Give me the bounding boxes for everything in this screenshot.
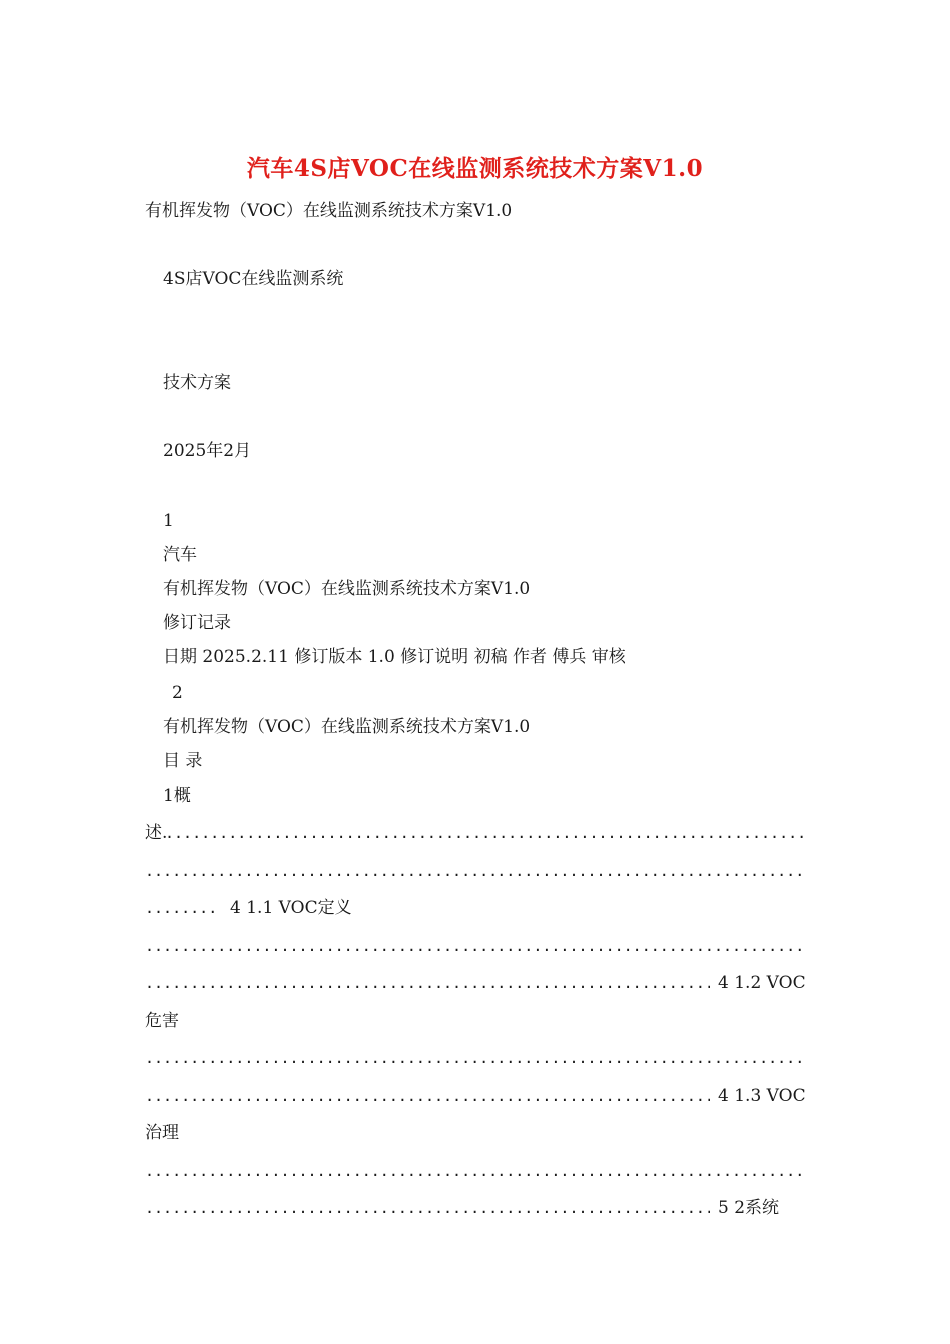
- toc-leader: [145, 1197, 710, 1219]
- header-short: 汽车: [163, 545, 197, 565]
- cover-doc-type: 技术方案: [163, 373, 231, 393]
- cover-date: 2025年2月: [163, 441, 252, 461]
- toc-leader: [165, 822, 805, 844]
- toc-leader: [145, 1047, 805, 1069]
- toc-item-2: 5 2系统: [718, 1198, 780, 1218]
- toc-leader: [145, 1085, 710, 1107]
- page-number-2: 2: [172, 683, 183, 703]
- revision-row: 日期 2025.2.11 修订版本 1.0 修订说明 初稿 作者 傅兵 审核: [163, 647, 626, 667]
- document-title: 汽车4S店VOC在线监测系统技术方案V1.0: [246, 155, 704, 182]
- header-full-2: 有机挥发物（VOC）在线监测系统技术方案V1.0: [163, 717, 531, 737]
- toc-leader: [145, 1160, 805, 1182]
- toc-item-1-2-word: 危害: [145, 1011, 179, 1031]
- revision-heading: 修订记录: [163, 613, 231, 633]
- toc-leader: [145, 935, 805, 957]
- toc-heading: 目 录: [163, 751, 203, 771]
- toc-item-1-number: 1概: [163, 786, 191, 806]
- toc-item-1-3-word: 治理: [145, 1123, 179, 1143]
- toc-item-1-2: 4 1.2 VOC: [718, 973, 806, 993]
- page-number-1: 1: [163, 511, 174, 531]
- toc-leader: [145, 897, 215, 919]
- toc-leader: [145, 860, 805, 882]
- toc-item-1-tail: 述.: [145, 823, 168, 843]
- toc-item-1-1: 4 1.1 VOC定义: [230, 898, 352, 918]
- toc-item-1-3: 4 1.3 VOC: [718, 1086, 806, 1106]
- subtitle-line: 有机挥发物（VOC）在线监测系统技术方案V1.0: [145, 201, 513, 221]
- header-full-1: 有机挥发物（VOC）在线监测系统技术方案V1.0: [163, 579, 531, 599]
- toc-leader: [145, 972, 710, 994]
- cover-system-name: 4S店VOC在线监测系统: [163, 269, 344, 289]
